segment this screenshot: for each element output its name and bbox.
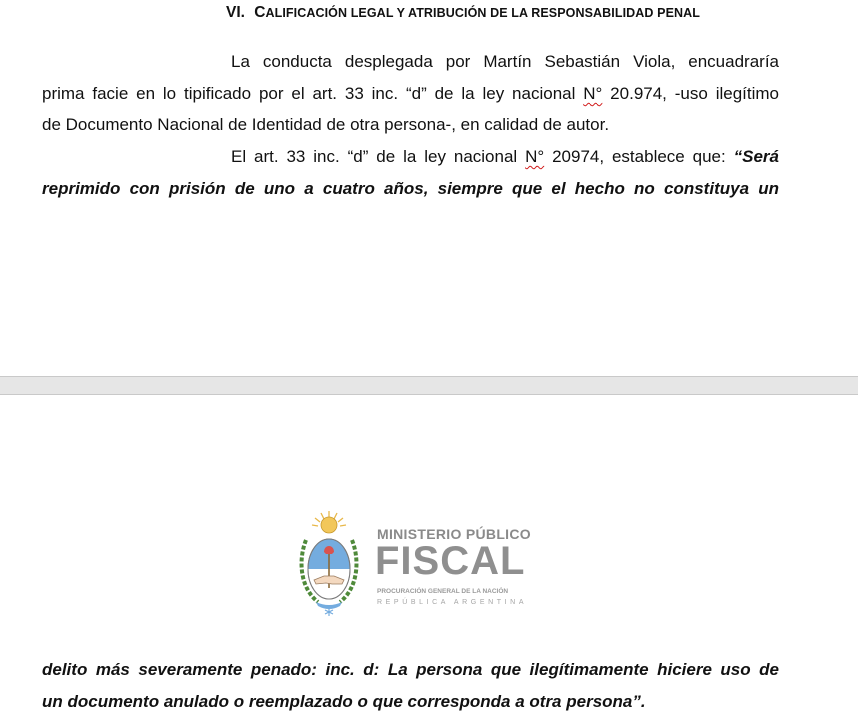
page-break-gap xyxy=(0,376,858,395)
spellcheck-flagged-word[interactable]: N° xyxy=(525,147,545,166)
paragraph-line xyxy=(42,179,779,199)
paragraph-line xyxy=(42,147,779,167)
paragraph-text: La conducta desplegada por Martín Sebastián Viola, encuadraría xyxy=(231,52,779,71)
quote-text: delito más severamente penado: inc. d: La persona que ilegítimamente hiciere uso de xyxy=(42,660,779,679)
coat-of-arms-icon xyxy=(296,510,362,618)
paragraph-text: prima facie en lo tipificado por el art. 33 inc. “d” de la ley nacional xyxy=(42,84,584,103)
spellcheck-flagged-word[interactable]: N° xyxy=(583,84,603,103)
section-title-initial: C xyxy=(254,4,266,21)
sun-icon xyxy=(312,511,346,533)
logo-republica-text: REPÚBLICA ARGENTINA xyxy=(377,599,528,606)
logo-procuracion-text: PROCURACIÓN GENERAL DE LA NACIÓN xyxy=(377,588,509,595)
ministerio-fiscal-logo xyxy=(296,510,536,620)
quote-text: reprimido con prisión de uno a cuatro años, siempre que el hecho no constituya un xyxy=(42,179,779,198)
paragraph-line xyxy=(42,660,779,680)
paragraph-text: 20974, establece que: xyxy=(544,147,734,166)
quote-text: un documento anulado o reemplazado o que corresponda a otra persona”. xyxy=(42,692,646,711)
logo-ministerio-text: MINISTERIO PÚBLICO xyxy=(377,526,531,542)
paragraph-text: El art. 33 inc. “d” de la ley nacional xyxy=(231,147,526,166)
section-title: ALIFICACIÓN LEGAL Y ATRIBUCIÓN DE LA RESPONSABILIDAD PENAL xyxy=(265,6,700,20)
paragraph-line xyxy=(42,115,779,135)
paragraph-line xyxy=(42,692,779,712)
logo-fiscal-text: FISCAL xyxy=(375,539,526,583)
quote-text: “Será xyxy=(733,147,780,166)
paragraph-text: 20.974, -uso ilegítimo xyxy=(602,84,779,103)
paragraph-line xyxy=(42,52,779,72)
section-number: VI. xyxy=(226,4,245,21)
paragraph-line xyxy=(42,84,779,104)
paragraph-text: de Documento Nacional de Identidad de otra persona-, en calidad de autor. xyxy=(42,115,610,134)
section-heading xyxy=(226,4,786,22)
